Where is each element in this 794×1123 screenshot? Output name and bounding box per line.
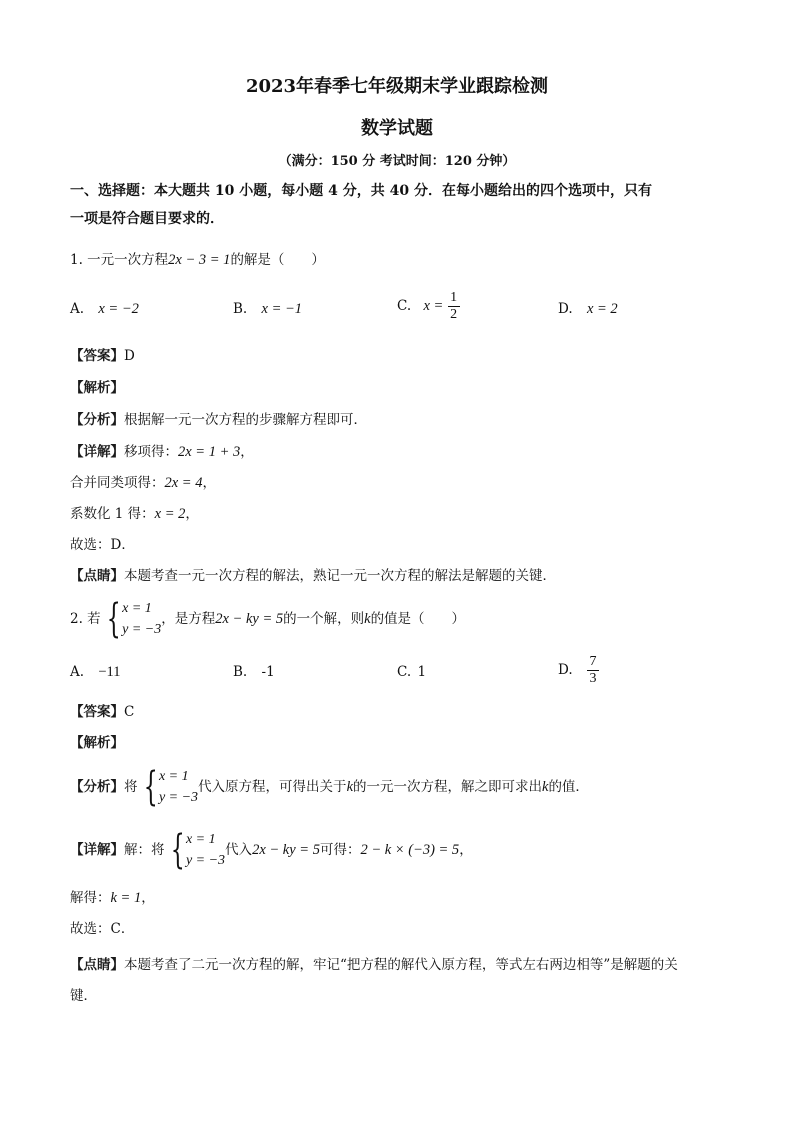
- q2-option-d: [558, 654, 599, 687]
- left-brace-icon: {: [106, 596, 121, 642]
- q2-fenxi: [70, 766, 589, 808]
- q2-option-d-numerator: 7: [589, 654, 597, 669]
- q1-step3: [70, 504, 199, 524]
- q1-option-b: [233, 301, 302, 318]
- q1-option-d-label: D.: [558, 301, 573, 317]
- q1-xiangjie-tag: 【详解】: [70, 444, 124, 460]
- q2-equation: 2x − ky = 5: [215, 611, 284, 627]
- q2-option-c: [397, 664, 426, 680]
- q2-stem-mid: ，是方程: [161, 611, 216, 627]
- q2-dianjing: [70, 950, 730, 1012]
- q1-jiexi-tag: 【解析】: [70, 380, 124, 396]
- q2-dianjing-line-2: 键．: [70, 988, 97, 1004]
- q2-option-d-denominator: 3: [589, 671, 597, 686]
- q2-stem: [70, 598, 465, 640]
- q2-fenxi-system-y: y = −3: [158, 790, 199, 805]
- q2-xiangjie-system-y: y = −3: [185, 853, 226, 868]
- q2-xiangjie-mid2: 可得：: [319, 842, 361, 858]
- q1-option-c-fraction: [448, 290, 460, 323]
- q1-option-a-value: x = −2: [98, 301, 139, 317]
- q2-option-a: [70, 664, 120, 681]
- q1-option-a: [70, 301, 139, 318]
- q2-fenxi-system-lines: [159, 766, 198, 808]
- q1-option-c-lhs: x =: [423, 298, 444, 314]
- q1-fenxi: [70, 410, 367, 430]
- q1-step1-label: 移项得：: [124, 444, 178, 460]
- page-subtitle: 数学试题: [361, 118, 433, 139]
- q2-xiangjie-mid: 代入: [225, 842, 253, 858]
- q1-step1-math: 2x = 1 + 3: [178, 444, 241, 460]
- q2-solve: [70, 888, 155, 908]
- q1-dianjing-text: 本题考查一元一次方程的解法，熟记一元一次方程的解法是解题的关键．: [124, 568, 556, 584]
- q2-fenxi-system-x: x = 1: [158, 769, 189, 784]
- q1-option-c-numerator: 1: [450, 290, 458, 305]
- q2-fenxi-k1: k: [346, 779, 353, 795]
- q1-fenxi-tag: 【分析】: [70, 412, 124, 428]
- q1-fenxi-text: 根据解一元一次方程的步骤解方程即可．: [124, 412, 367, 428]
- q2-dianjing-line-1: [70, 950, 730, 981]
- q2-fenxi-mid2: 的一元一次方程，解之即可求出: [353, 779, 542, 795]
- q2-option-a-label: A.: [70, 664, 85, 680]
- q2-fenxi-k2: k: [542, 779, 549, 795]
- q1-option-b-value: x = −1: [261, 301, 303, 317]
- section-instructions: [70, 177, 730, 233]
- q2-system-y: y = −3: [122, 622, 162, 637]
- section-line-2: 一项是符合题目要求的．: [70, 211, 224, 227]
- q2-solve-math: k = 1: [110, 890, 142, 906]
- q2-dianjing-text-1: 本题考查了二元一次方程的解，牢记“把方程的解代入原方程，等式左右两边相等”是解题的关: [124, 957, 678, 973]
- q2-xiangjie-system-lines: [186, 829, 225, 871]
- q2-answer-value: C: [124, 704, 135, 720]
- q1-option-b-label: B.: [233, 301, 248, 317]
- q2-fenxi-tag: 【分析】: [70, 779, 124, 795]
- q1-option-d: [558, 301, 618, 318]
- q1-step3-label: 系数化 1 得：: [70, 506, 155, 522]
- q1-step3-comma: ，: [185, 506, 199, 522]
- q2-xiangjie-tag: 【详解】: [70, 842, 124, 858]
- q2-option-c-value: 1: [417, 664, 427, 680]
- q2-system-x: x = 1: [122, 601, 152, 616]
- q1-answer-value: D: [124, 348, 135, 364]
- q2-option-b: [233, 664, 275, 680]
- q1-dianjing-tag: 【点睛】: [70, 568, 124, 584]
- q1-xiangjie: [70, 442, 254, 462]
- q1-dianjing: [70, 566, 556, 586]
- q2-k: k: [364, 611, 371, 627]
- q2-fenxi-suffix: 的值．: [548, 779, 589, 795]
- q1-answer: [70, 346, 135, 366]
- q2-answer-tag: 【答案】: [70, 704, 124, 720]
- left-brace-icon: {: [170, 827, 185, 873]
- q2-fenxi-system: [138, 766, 199, 808]
- q2-stem-mid2: 的一个解，则: [283, 611, 365, 627]
- q2-answer: [70, 702, 134, 722]
- q2-fenxi-mid: 代入原方程，可得出关于: [198, 779, 347, 795]
- left-brace-icon: {: [143, 764, 158, 810]
- q1-option-d-value: x = 2: [586, 301, 618, 317]
- q2-stem-suffix: 的值是（ ）: [370, 611, 466, 627]
- q2-xiangjie-system: [165, 829, 226, 871]
- q2-choose: 故选：C．: [70, 921, 135, 937]
- q2-solve-comma: ，: [141, 890, 155, 906]
- q2-xiangjie: [70, 829, 473, 871]
- q2-xiangjie-prefix: 解：将: [124, 842, 165, 858]
- q1-choose: 故选：D．: [70, 537, 135, 553]
- q2-xiangjie-system-x: x = 1: [185, 832, 216, 847]
- q2-fenxi-prefix: 将: [124, 779, 138, 795]
- q2-option-c-label: C.: [397, 664, 412, 680]
- q2-option-d-label: D.: [558, 662, 573, 678]
- page-title: 2023年春季七年级期末学业跟踪检测: [245, 76, 549, 97]
- q1-stem: [70, 250, 325, 270]
- q2-option-d-fraction: [587, 654, 599, 687]
- q2-xiangjie-equation: 2x − ky = 5: [252, 842, 320, 858]
- q2-option-a-value: −11: [98, 664, 121, 680]
- exam-info: （满分：150 分 考试时间：120 分钟）: [278, 154, 516, 169]
- q1-step2: [70, 473, 216, 493]
- q1-option-a-label: A.: [70, 301, 85, 317]
- q1-step3-math: x = 2: [154, 506, 186, 522]
- q2-solve-label: 解得：: [70, 890, 111, 906]
- q2-option-b-value: -1: [261, 664, 275, 680]
- q1-option-c-label: C.: [397, 298, 412, 314]
- q1-option-c-denominator: 2: [450, 307, 458, 322]
- q2-dianjing-tag: 【点睛】: [70, 957, 124, 973]
- q1-step2-comma: ，: [202, 475, 216, 491]
- q2-system: [101, 598, 162, 640]
- q2-jiexi-tag: 【解析】: [70, 735, 124, 751]
- q2-xiangjie-calc: 2 − k × (−3) = 5: [360, 842, 460, 858]
- q2-xiangjie-comma: ，: [459, 842, 473, 858]
- q2-system-lines: [122, 598, 161, 640]
- q1-stem-prefix: 1. 一元一次方程: [70, 252, 169, 268]
- q2-stem-prefix: 2. 若: [70, 611, 101, 627]
- q2-option-b-label: B.: [233, 664, 248, 680]
- section-line-1: 一、选择题：本大题共 10 小题，每小题 4 分，共 40 分．在每小题给出的四个选项中，只有: [70, 183, 652, 199]
- q1-option-c: [397, 290, 460, 323]
- q1-step2-label: 合并同类项得：: [70, 475, 165, 491]
- q1-stem-suffix: 的解是（ ）: [230, 252, 325, 268]
- q1-step2-math: 2x = 4: [164, 475, 203, 491]
- q1-equation: 2x − 3 = 1: [168, 252, 231, 268]
- q1-answer-tag: 【答案】: [70, 348, 124, 364]
- q1-step1-comma: ，: [240, 444, 254, 460]
